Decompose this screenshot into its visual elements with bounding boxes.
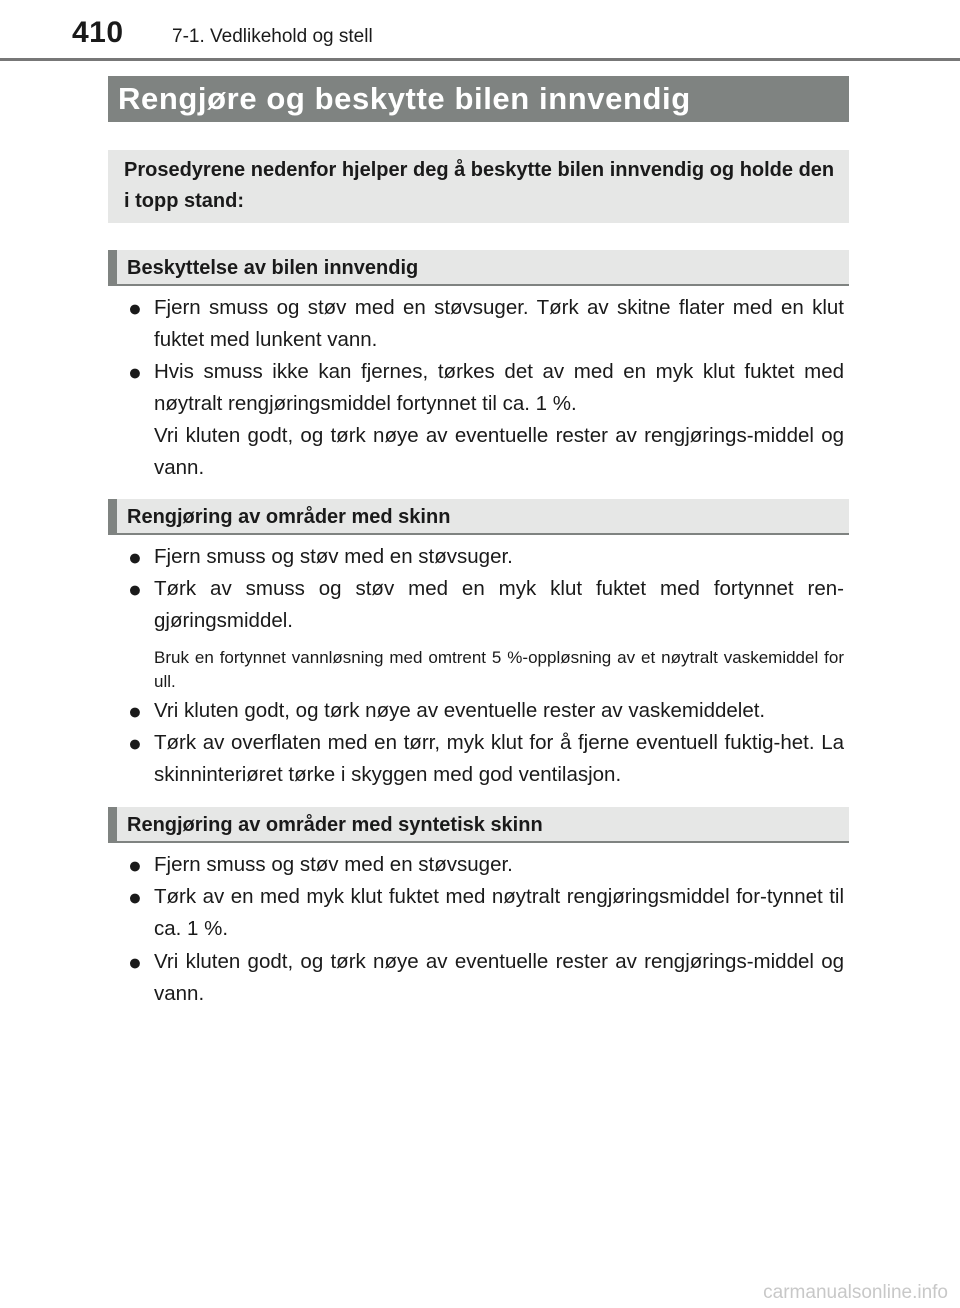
bullet-icon: ● bbox=[128, 852, 142, 878]
list-item-text: Tørk av en med myk klut fuktet med nøytralt rengjøringsmiddel for-tynnet til ca. 1 %. bbox=[154, 885, 844, 940]
watermark: carmanualsonline.info bbox=[763, 1282, 948, 1303]
list-item bbox=[128, 356, 844, 484]
bullet-icon: ● bbox=[128, 359, 142, 385]
bullet-icon: ● bbox=[128, 884, 142, 910]
list-item bbox=[128, 727, 844, 791]
list-item bbox=[128, 292, 844, 356]
section-heading-leather: Rengjøring av områder med skinn bbox=[108, 499, 849, 535]
page-header bbox=[0, 0, 960, 62]
header-divider bbox=[0, 58, 960, 61]
list-item-text: Vri kluten godt, og tørk nøye av eventuelle rester av vaskemiddelet. bbox=[154, 699, 766, 722]
list-item-text: Fjern smuss og støv med en støvsuger. bbox=[154, 853, 513, 876]
list-item bbox=[128, 695, 844, 727]
list-item bbox=[128, 881, 844, 945]
bullet-icon: ● bbox=[128, 949, 142, 975]
chapter-title: 7-1. Vedlikehold og stell bbox=[172, 26, 373, 47]
list-item-text: Tørk av overflaten med en tørr, myk klut for å fjerne eventuell fuktig-het. La skinninteriøret tørke i skyggen med god ventilasjon. bbox=[154, 731, 844, 786]
section-heading-synthetic-leather: Rengjøring av områder med syntetisk skinn bbox=[108, 807, 849, 843]
list-item bbox=[128, 541, 844, 573]
list-item bbox=[128, 573, 844, 637]
intro-box bbox=[108, 150, 849, 223]
list-item bbox=[128, 946, 844, 1010]
list-item-text: Tørk av smuss og støv med en myk klut fuktet med fortynnet ren-gjøringsmiddel. bbox=[154, 577, 844, 632]
bullet-icon: ● bbox=[128, 544, 142, 570]
bullet-icon: ● bbox=[128, 698, 142, 724]
list-item-text: Fjern smuss og støv med en støvsuger. bbox=[154, 545, 513, 568]
bullet-icon: ● bbox=[128, 295, 142, 321]
section-heading-protection: Beskyttelse av bilen innvendig bbox=[108, 250, 849, 286]
page-number: 410 bbox=[72, 16, 124, 49]
page-title: Rengjøre og beskytte bilen innvendig bbox=[108, 76, 849, 122]
intro-text: Prosedyrene nedenfor hjelper deg å beskytte bilen innvendig og holde den i topp stand: bbox=[124, 159, 835, 212]
list-item-text: Vri kluten godt, og tørk nøye av eventuelle rester av rengjørings-middel og vann. bbox=[154, 950, 844, 1005]
note-text: Bruk en fortynnet vannløsning med omtrent 5 %-oppløsning av et nøytralt vaskemiddel for ull. bbox=[154, 648, 844, 691]
bullet-icon: ● bbox=[128, 576, 142, 602]
bullet-icon: ● bbox=[128, 730, 142, 756]
list-item-continuation: Vri kluten godt, og tørk nøye av eventuelle rester av rengjørings-middel og vann. bbox=[154, 424, 844, 479]
list-item-text: Hvis smuss ikke kan fjernes, tørkes det av med en myk klut fuktet med nøytralt rengjøringsmiddel fortynnet til ca. 1 %. bbox=[154, 360, 844, 415]
list-item bbox=[128, 849, 844, 881]
list-item-text: Fjern smuss og støv med en støvsuger. Tørk av skitne flater med en klut fuktet med lunkent vann. bbox=[154, 296, 844, 351]
